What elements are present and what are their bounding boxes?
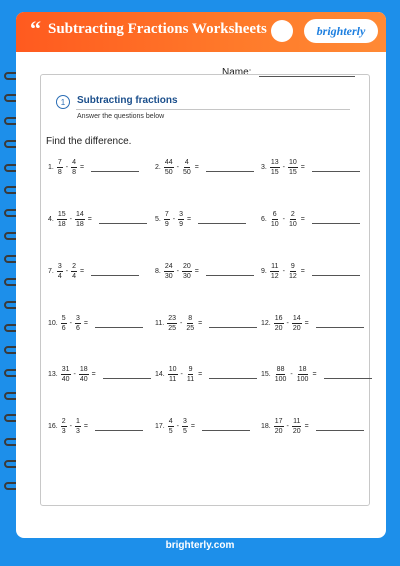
numerator: 24 xyxy=(164,262,173,270)
answer-blank[interactable] xyxy=(91,275,139,276)
equals-sign: = xyxy=(300,215,305,223)
problem-item xyxy=(155,415,250,437)
problem-item xyxy=(261,208,360,230)
equals-sign: = xyxy=(190,422,195,430)
numerator: 7 xyxy=(164,210,169,218)
quote-icon: “ xyxy=(30,16,41,41)
minus-sign: - xyxy=(180,370,183,378)
minus-sign: - xyxy=(176,267,179,275)
problem-number: 16. xyxy=(48,422,58,430)
numerator: 10 xyxy=(168,365,177,373)
answer-blank[interactable] xyxy=(312,275,360,276)
numerator: 18 xyxy=(298,365,307,373)
numerator: 13 xyxy=(270,158,279,166)
answer-blank[interactable] xyxy=(95,327,143,328)
fraction-minuend xyxy=(274,366,288,383)
denominator: 25 xyxy=(168,324,177,332)
fraction-minuend xyxy=(168,366,178,383)
numerator: 88 xyxy=(276,365,285,373)
worksheet-page xyxy=(16,12,386,538)
fraction-subtrahend xyxy=(292,315,302,332)
denominator: 9 xyxy=(179,220,183,228)
equals-sign: = xyxy=(87,215,92,223)
minus-sign: - xyxy=(73,370,76,378)
minus-sign: - xyxy=(65,163,69,171)
brand-logo: brighterly xyxy=(304,19,378,43)
denominator: 25 xyxy=(186,324,195,332)
answer-blank[interactable] xyxy=(209,378,257,379)
fraction-subtrahend xyxy=(178,211,184,228)
header-banner xyxy=(16,12,386,52)
problem-number: 15. xyxy=(261,370,271,378)
fraction-subtrahend xyxy=(182,159,192,176)
section-subtitle: Answer the questions below xyxy=(77,113,165,120)
denominator: 6 xyxy=(61,324,66,332)
problem-item xyxy=(155,260,254,282)
fraction-minuend xyxy=(164,159,174,176)
fraction-minuend xyxy=(167,315,177,332)
instruction-text: Find the difference. xyxy=(46,136,132,147)
denominator: 30 xyxy=(164,272,173,280)
fraction-subtrahend xyxy=(296,366,310,383)
denominator: 20 xyxy=(274,324,283,332)
numerator: 31 xyxy=(61,365,70,373)
numerator: 3 xyxy=(179,210,183,218)
fraction-subtrahend xyxy=(292,418,302,435)
minus-sign: - xyxy=(172,215,176,223)
denominator: 11 xyxy=(168,375,177,383)
fraction-minuend xyxy=(164,211,170,228)
problem-item xyxy=(155,156,254,178)
denominator: 15 xyxy=(288,168,297,176)
problem-number: 18. xyxy=(261,422,271,430)
answer-blank[interactable] xyxy=(95,430,143,431)
numerator: 4 xyxy=(72,158,76,166)
denominator: 4 xyxy=(72,272,76,280)
problem-item xyxy=(261,260,360,282)
equals-sign: = xyxy=(91,370,96,378)
fraction-subtrahend xyxy=(75,211,85,228)
problem-item xyxy=(48,312,143,334)
denominator: 15 xyxy=(270,168,279,176)
numerator: 2 xyxy=(61,417,66,425)
equals-sign: = xyxy=(194,267,199,275)
numerator: 4 xyxy=(168,417,173,425)
minus-sign: - xyxy=(69,422,72,430)
answer-blank[interactable] xyxy=(316,327,364,328)
denominator: 40 xyxy=(61,375,70,383)
equals-sign: = xyxy=(300,163,305,171)
fraction-subtrahend xyxy=(288,159,298,176)
problem-item xyxy=(48,260,139,282)
numerator: 23 xyxy=(168,314,177,322)
denominator: 50 xyxy=(182,168,191,176)
fraction-subtrahend xyxy=(182,263,192,280)
section-number-badge: 1 xyxy=(56,95,70,109)
denominator: 9 xyxy=(164,220,169,228)
numerator: 3 xyxy=(57,262,62,270)
denominator: 4 xyxy=(57,272,62,280)
minus-sign: - xyxy=(176,163,179,171)
denominator: 11 xyxy=(186,375,195,383)
minus-sign: - xyxy=(286,319,289,327)
problem-number: 2. xyxy=(155,163,161,171)
fraction-subtrahend xyxy=(186,366,195,383)
minus-sign: - xyxy=(180,319,183,327)
equals-sign: = xyxy=(83,319,88,327)
problem-number: 5. xyxy=(155,215,161,223)
answer-blank[interactable] xyxy=(206,171,254,172)
problem-item xyxy=(48,415,143,437)
denominator: 3 xyxy=(75,427,80,435)
numerator: 3 xyxy=(75,314,80,322)
problem-number: 7. xyxy=(48,267,54,275)
problem-number: 9. xyxy=(261,267,267,275)
answer-blank[interactable] xyxy=(99,223,147,224)
numerator: 44 xyxy=(164,158,173,166)
fraction-minuend xyxy=(57,211,67,228)
problem-item xyxy=(48,363,151,385)
minus-sign: - xyxy=(65,267,69,275)
problem-number: 12. xyxy=(261,319,271,327)
fraction-subtrahend xyxy=(75,418,81,435)
problem-number: 14. xyxy=(155,370,165,378)
fraction-subtrahend xyxy=(71,263,77,280)
denominator: 5 xyxy=(182,427,187,435)
numerator: 6 xyxy=(272,210,277,218)
fraction-minuend xyxy=(168,418,174,435)
denominator: 18 xyxy=(75,220,84,228)
answer-blank[interactable] xyxy=(103,378,151,379)
problem-item xyxy=(155,363,257,385)
numerator: 10 xyxy=(288,158,297,166)
minus-sign: - xyxy=(69,215,72,223)
problem-number: 11. xyxy=(155,319,165,327)
fraction-minuend xyxy=(270,159,280,176)
fraction-subtrahend xyxy=(79,366,89,383)
problem-number: 1. xyxy=(48,163,54,171)
fraction-minuend xyxy=(274,418,284,435)
minus-sign: - xyxy=(286,422,289,430)
denominator: 5 xyxy=(168,427,173,435)
numerator: 11 xyxy=(293,417,301,425)
fraction-minuend xyxy=(57,159,63,176)
numerator: 8 xyxy=(188,314,193,322)
problem-number: 13. xyxy=(48,370,58,378)
denominator: 12 xyxy=(288,272,297,280)
fraction-subtrahend xyxy=(71,159,77,176)
denominator: 6 xyxy=(75,324,80,332)
equals-sign: = xyxy=(187,215,192,223)
problem-number: 17. xyxy=(155,422,165,430)
section-title: Subtracting fractions xyxy=(77,95,178,106)
minus-sign: - xyxy=(282,163,285,171)
problem-item xyxy=(261,415,364,437)
fraction-minuend xyxy=(274,315,284,332)
denominator: 100 xyxy=(274,375,287,383)
minus-sign: - xyxy=(282,267,285,275)
problem-number: 10. xyxy=(48,319,58,327)
numerator: 4 xyxy=(184,158,189,166)
answer-blank[interactable] xyxy=(202,430,250,431)
problem-number: 3. xyxy=(261,163,267,171)
denominator: 20 xyxy=(292,427,301,435)
denominator: 20 xyxy=(274,427,283,435)
minus-sign: - xyxy=(282,215,285,223)
denominator: 8 xyxy=(57,168,62,176)
denominator: 8 xyxy=(72,168,76,176)
minus-sign: - xyxy=(176,422,179,430)
equals-sign: = xyxy=(198,370,203,378)
equals-sign: = xyxy=(304,422,309,430)
circle-decoration xyxy=(271,20,293,42)
denominator: 30 xyxy=(182,272,191,280)
problem-number: 4. xyxy=(48,215,54,223)
denominator: 10 xyxy=(288,220,297,228)
numerator: 9 xyxy=(188,365,193,373)
problem-item xyxy=(48,156,139,178)
denominator: 50 xyxy=(164,168,173,176)
fraction-subtrahend xyxy=(75,315,81,332)
answer-blank[interactable] xyxy=(206,275,254,276)
fraction-minuend xyxy=(270,211,280,228)
denominator: 40 xyxy=(79,375,88,383)
fraction-minuend xyxy=(61,315,67,332)
denominator: 18 xyxy=(57,220,66,228)
minus-sign: - xyxy=(69,319,72,327)
fraction-minuend xyxy=(57,263,63,280)
fraction-subtrahend xyxy=(182,418,188,435)
numerator: 2 xyxy=(290,210,295,218)
problem-number: 8. xyxy=(155,267,161,275)
numerator: 1 xyxy=(75,417,80,425)
equals-sign: = xyxy=(194,163,199,171)
answer-blank[interactable] xyxy=(91,171,139,172)
fraction-minuend xyxy=(61,366,71,383)
fraction-subtrahend xyxy=(288,263,298,280)
denominator: 100 xyxy=(296,375,309,383)
minus-sign: - xyxy=(290,370,293,378)
numerator: 17 xyxy=(274,417,283,425)
denominator: 3 xyxy=(61,427,66,435)
equals-sign: = xyxy=(312,370,317,378)
numerator: 14 xyxy=(292,314,301,322)
denominator: 20 xyxy=(292,324,301,332)
equals-sign: = xyxy=(80,163,85,171)
footer-url: brighterly.com xyxy=(165,540,235,551)
worksheet-title: Subtracting Fractions Worksheets xyxy=(48,21,267,37)
numerator: 7 xyxy=(57,158,62,166)
problem-item xyxy=(261,156,360,178)
equals-sign: = xyxy=(83,422,88,430)
equals-sign: = xyxy=(304,319,309,327)
answer-blank[interactable] xyxy=(312,223,360,224)
numerator: 20 xyxy=(182,262,191,270)
fraction-minuend xyxy=(270,263,280,280)
name-label: Name: xyxy=(222,67,252,78)
numerator: 14 xyxy=(75,210,84,218)
denominator: 12 xyxy=(270,272,279,280)
answer-blank[interactable] xyxy=(209,327,257,328)
answer-blank[interactable] xyxy=(198,223,246,224)
fraction-subtrahend xyxy=(288,211,298,228)
problem-item xyxy=(48,208,147,230)
numerator: 2 xyxy=(72,262,76,270)
answer-blank[interactable] xyxy=(324,378,372,379)
problem-number: 6. xyxy=(261,215,267,223)
answer-blank[interactable] xyxy=(316,430,364,431)
denominator: 10 xyxy=(270,220,279,228)
section-divider xyxy=(76,109,350,110)
fraction-minuend xyxy=(164,263,174,280)
equals-sign: = xyxy=(80,267,85,275)
numerator: 9 xyxy=(290,262,295,270)
numerator: 3 xyxy=(182,417,187,425)
problem-item xyxy=(261,312,364,334)
numerator: 11 xyxy=(271,262,279,270)
problem-item xyxy=(261,363,372,385)
numerator: 16 xyxy=(274,314,283,322)
problem-item xyxy=(155,312,257,334)
numerator: 15 xyxy=(57,210,66,218)
equals-sign: = xyxy=(198,319,203,327)
numerator: 18 xyxy=(79,365,88,373)
fraction-subtrahend xyxy=(185,315,195,332)
fraction-minuend xyxy=(61,418,67,435)
answer-blank[interactable] xyxy=(312,171,360,172)
problem-item xyxy=(155,208,246,230)
equals-sign: = xyxy=(300,267,305,275)
numerator: 5 xyxy=(61,314,66,322)
